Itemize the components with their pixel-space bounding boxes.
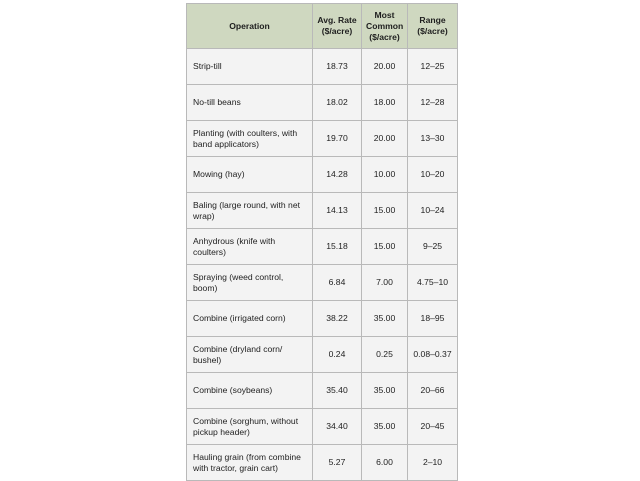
cell-most-common: 0.25 (362, 337, 408, 373)
custom-rates-table-container (186, 3, 457, 481)
cell-operation: Combine (sorghum, without pickup header) (187, 409, 313, 445)
table-row (187, 409, 458, 445)
cell-avg-rate: 34.40 (313, 409, 362, 445)
cell-avg-rate: 19.70 (313, 121, 362, 157)
table-header-row (187, 4, 458, 49)
table-row (187, 229, 458, 265)
cell-operation: Combine (dryland corn/ bushel) (187, 337, 313, 373)
cell-avg-rate: 14.13 (313, 193, 362, 229)
cell-avg-rate: 18.02 (313, 85, 362, 121)
cell-operation: Strip-till (187, 49, 313, 85)
cell-operation: Planting (with coulters, with band applicators) (187, 121, 313, 157)
table-body (187, 49, 458, 481)
cell-avg-rate: 38.22 (313, 301, 362, 337)
cell-most-common: 6.00 (362, 445, 408, 481)
header-range: Range ($/acre) (408, 4, 458, 49)
cell-most-common: 35.00 (362, 301, 408, 337)
cell-operation: No-till beans (187, 85, 313, 121)
cell-most-common: 18.00 (362, 85, 408, 121)
cell-avg-rate: 14.28 (313, 157, 362, 193)
cell-range: 20–45 (408, 409, 458, 445)
cell-most-common: 10.00 (362, 157, 408, 193)
table-row (187, 49, 458, 85)
cell-range: 12–25 (408, 49, 458, 85)
cell-most-common: 35.00 (362, 373, 408, 409)
table-row (187, 265, 458, 301)
cell-avg-rate: 5.27 (313, 445, 362, 481)
cell-range: 10–20 (408, 157, 458, 193)
cell-operation: Anhydrous (knife with coulters) (187, 229, 313, 265)
cell-avg-rate: 15.18 (313, 229, 362, 265)
cell-most-common: 20.00 (362, 49, 408, 85)
cell-range: 18–95 (408, 301, 458, 337)
cell-range: 4.75–10 (408, 265, 458, 301)
cell-most-common: 7.00 (362, 265, 408, 301)
cell-operation: Baling (large round, with net wrap) (187, 193, 313, 229)
cell-range: 12–28 (408, 85, 458, 121)
table-row (187, 121, 458, 157)
cell-avg-rate: 6.84 (313, 265, 362, 301)
cell-range: 13–30 (408, 121, 458, 157)
cell-operation: Hauling grain (from combine with tractor, grain cart) (187, 445, 313, 481)
custom-rates-table (186, 3, 458, 481)
cell-most-common: 15.00 (362, 193, 408, 229)
cell-range: 10–24 (408, 193, 458, 229)
header-most-common: Most Common ($/acre) (362, 4, 408, 49)
cell-range: 2–10 (408, 445, 458, 481)
table-row (187, 445, 458, 481)
cell-range: 20–66 (408, 373, 458, 409)
table-row (187, 337, 458, 373)
cell-range: 0.08–0.37 (408, 337, 458, 373)
table-row (187, 193, 458, 229)
table-row (187, 157, 458, 193)
table-row (187, 373, 458, 409)
cell-avg-rate: 0.24 (313, 337, 362, 373)
cell-operation: Combine (soybeans) (187, 373, 313, 409)
cell-avg-rate: 18.73 (313, 49, 362, 85)
header-avg-rate: Avg. Rate ($/acre) (313, 4, 362, 49)
cell-most-common: 35.00 (362, 409, 408, 445)
cell-operation: Spraying (weed control, boom) (187, 265, 313, 301)
cell-most-common: 20.00 (362, 121, 408, 157)
table-row (187, 301, 458, 337)
cell-operation: Combine (irrigated corn) (187, 301, 313, 337)
cell-operation: Mowing (hay) (187, 157, 313, 193)
table-row (187, 85, 458, 121)
cell-range: 9–25 (408, 229, 458, 265)
cell-most-common: 15.00 (362, 229, 408, 265)
header-operation: Operation (187, 4, 313, 49)
cell-avg-rate: 35.40 (313, 373, 362, 409)
